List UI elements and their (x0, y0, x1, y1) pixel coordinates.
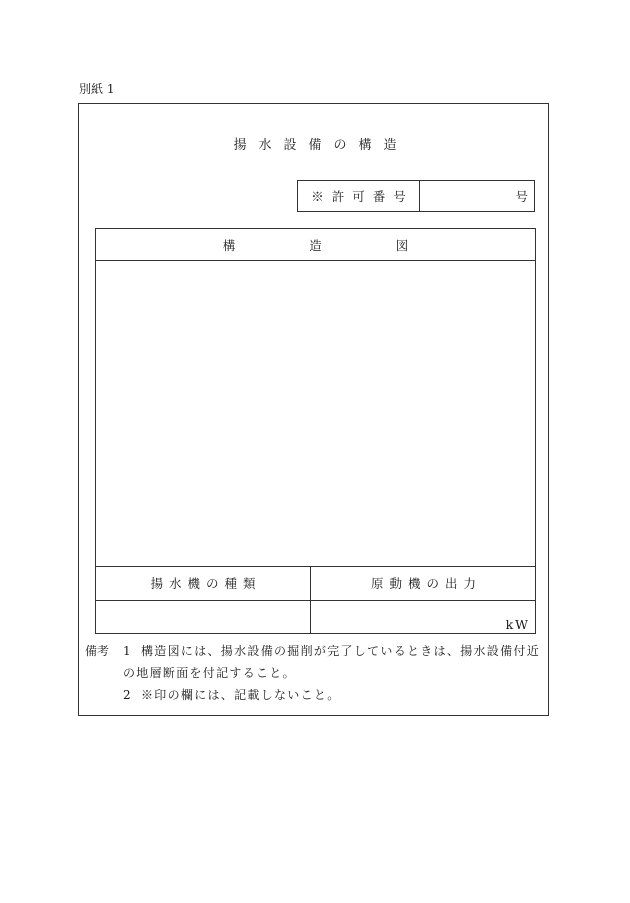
motor-output-field[interactable] (311, 601, 530, 634)
annex-label: 別紙 1 (79, 82, 115, 96)
header-char-2: 造 (309, 237, 322, 253)
note-1-line1: 構造図には、揚水設備の掘削が完了しているときは、揚水設備付近 (141, 644, 541, 658)
header-char-3: 図 (395, 237, 409, 253)
notes-section (85, 640, 545, 706)
notes-lead: 備考 (85, 644, 110, 658)
note-1-line2: の地層断面を付記すること。 (123, 666, 296, 680)
header-char-1: 構 (222, 237, 236, 253)
form-title: 揚水設備の構造 (233, 138, 409, 153)
motor-output-header: 原動機の出力 (370, 576, 482, 591)
structure-diagram-header (96, 229, 535, 261)
motor-output-unit: kW (505, 617, 530, 632)
permit-number-label: ※許可番号 (298, 181, 420, 211)
note-2-line1: ※印の欄には、記載しないこと。 (141, 688, 341, 702)
pump-type-field[interactable] (96, 601, 310, 634)
permit-number-field[interactable] (420, 181, 534, 211)
structure-table (95, 228, 536, 634)
permit-number-suffix: 号 (515, 189, 528, 204)
pump-type-header: 揚水機の種類 (150, 576, 262, 591)
structure-diagram-area[interactable] (96, 261, 535, 566)
note-2-number: 2 (123, 688, 131, 702)
permit-number-box (297, 180, 535, 212)
note-1-number: 1 (123, 644, 131, 658)
